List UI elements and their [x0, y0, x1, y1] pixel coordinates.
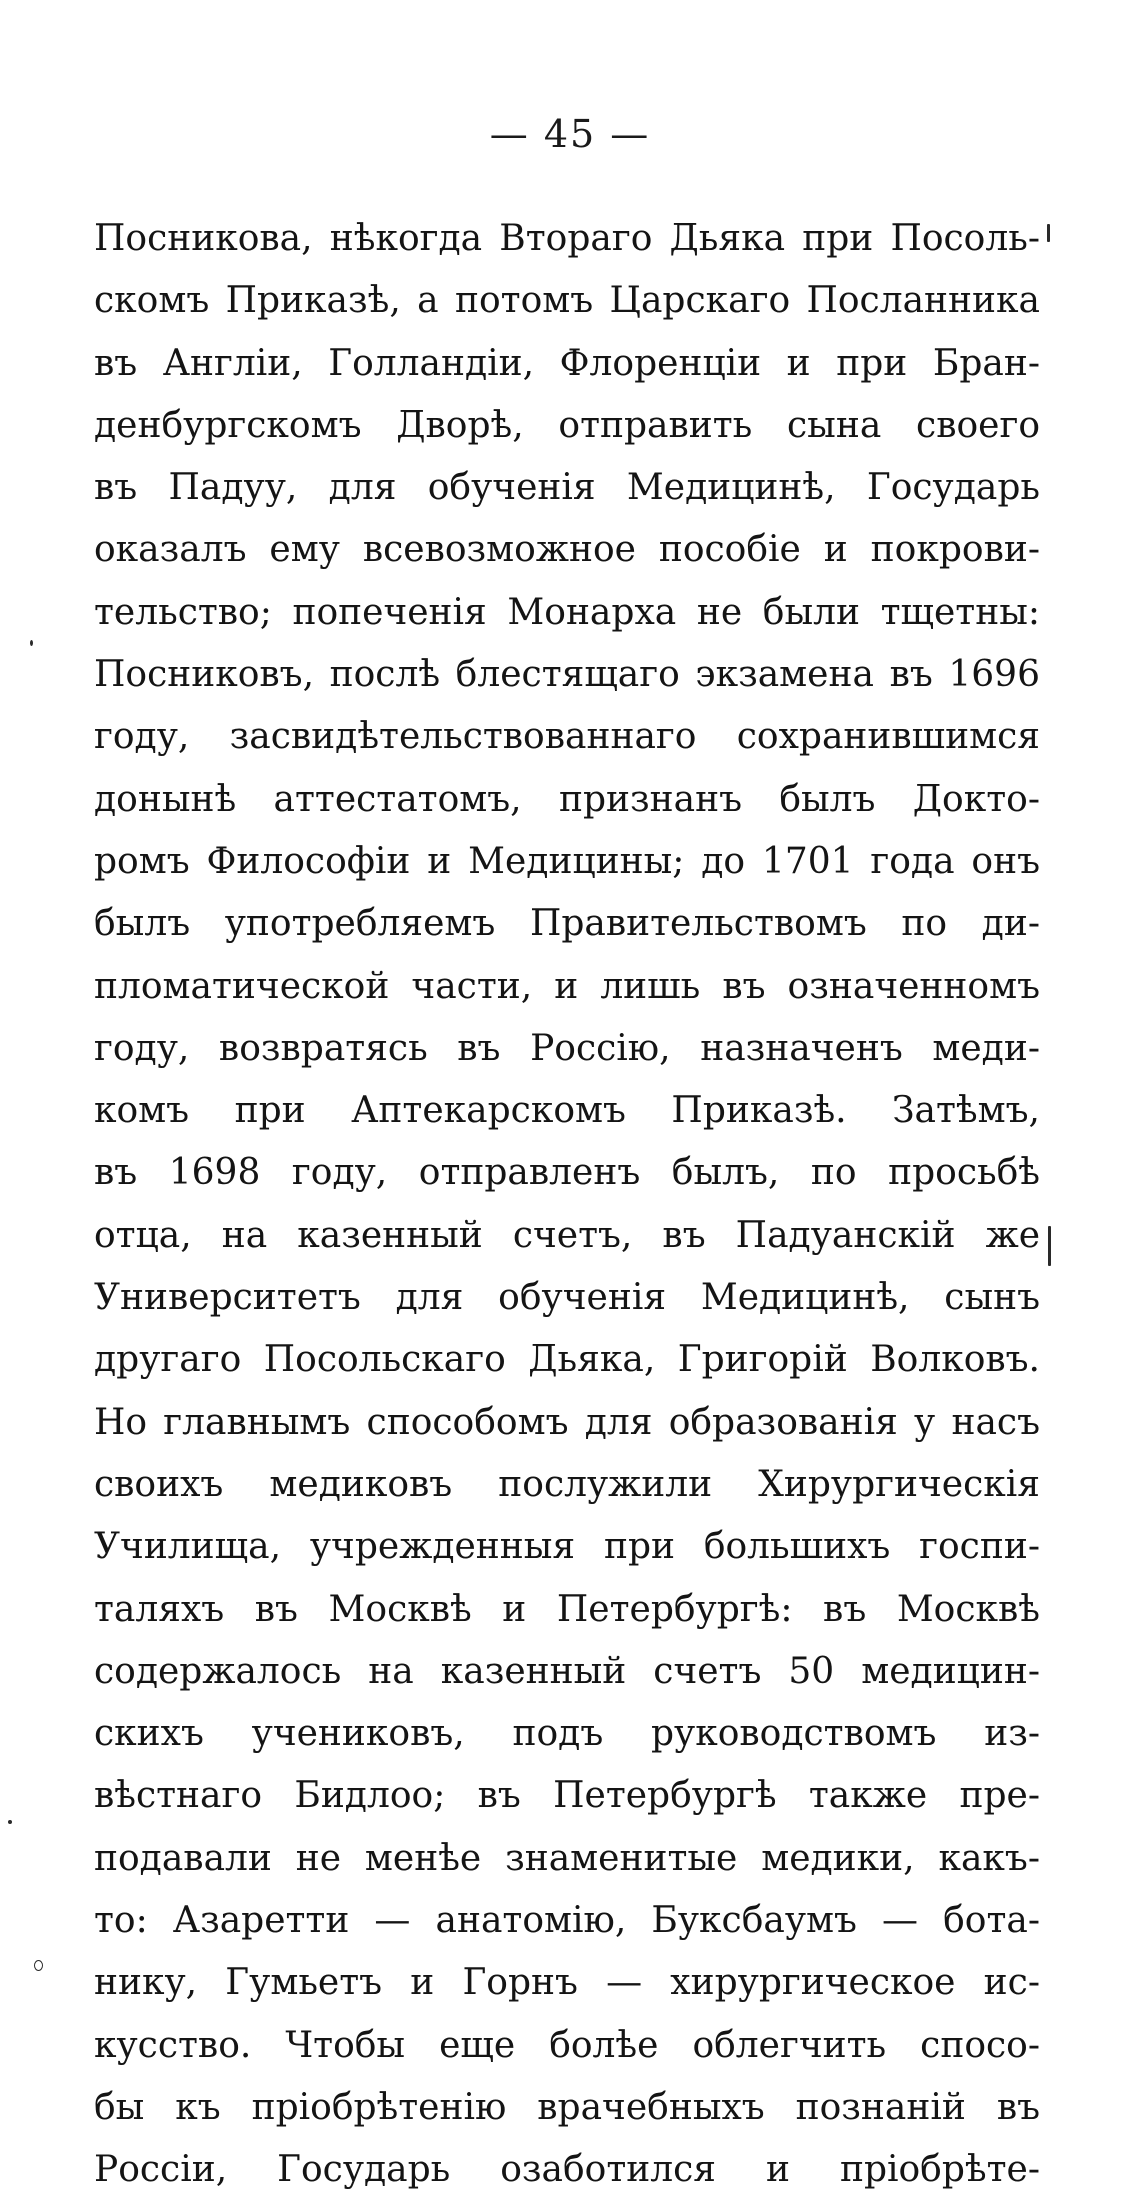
text-line: оказалъ ему всевозможное пособіе и покрови-: [94, 529, 1040, 571]
text-line: пломатической части, и лишь въ означенномъ: [94, 965, 1040, 1007]
text-line: таляхъ въ Москвѣ и Петербургѣ: въ Москвѣ: [94, 1588, 1040, 1630]
page-number: — 45 —: [489, 112, 651, 156]
text-line: ромъ Философіи и Медицины; до 1701 года онъ: [94, 840, 1040, 882]
text-line: другаго Посольскаго Дьяка, Григорій Волковъ.: [94, 1339, 1040, 1381]
text-line: былъ употребляемъ Правительствомъ по ди-: [94, 903, 1040, 945]
text-line: вѣстнаго Бидлоо; въ Петербургѣ также пре-: [94, 1775, 1040, 1817]
scan-speck: [1047, 224, 1050, 242]
text-line: нику, Гумьетъ и Горнъ — хирургическое ис-: [94, 1962, 1040, 2004]
text-line: подавали не менѣе знаменитые медики, какъ-: [94, 1837, 1040, 1879]
text-line: въ Падуу, для обученія Медицинѣ, Государь: [94, 467, 1040, 509]
scan-speck: [8, 1820, 12, 1824]
text-line: Училища, учрежденныя при большихъ госпи-: [94, 1526, 1040, 1568]
text-line: году, засвидѣтельствованнаго сохранившимся: [94, 716, 1040, 758]
scan-speck: [30, 640, 33, 646]
text-line: своихъ медиковъ послужили Хирургическія: [94, 1463, 1040, 1505]
text-line: скихъ учениковъ, подъ руководствомъ из-: [94, 1713, 1040, 1755]
text-line: въ Англіи, Голландіи, Флоренціи и при Бран-: [94, 342, 1040, 384]
text-line: тельство; попеченія Монарха не были тщетны:: [94, 591, 1040, 633]
scan-speck: [1048, 1226, 1051, 1266]
text-line: содержалось на казенный счетъ 50 медицин-: [94, 1650, 1040, 1692]
text-line: въ 1698 году, отправленъ былъ, по просьбѣ: [94, 1152, 1040, 1194]
text-line: Университетъ для обученія Медицинѣ, сынъ: [94, 1277, 1040, 1319]
text-line: то: Азаретти — анатомію, Буксбаумъ — бота-: [94, 1900, 1040, 1942]
text-line: денбургскомъ Дворѣ, отправить сына своего: [94, 404, 1040, 446]
text-line: отца, на казенный счетъ, въ Падуанскій же: [94, 1214, 1040, 1256]
text-line: бы къ пріобрѣтенію врачебныхъ познаній въ: [94, 2086, 1040, 2128]
text-line: Посникова, нѣкогда Втораго Дьяка при Посоль-: [94, 218, 1040, 259]
body-text: [94, 208, 1040, 2202]
text-line: Россіи, Государь озаботился и пріобрѣте-: [94, 2149, 1040, 2191]
text-line: Но главнымъ способомъ для образованія у насъ: [94, 1401, 1040, 1443]
text-line: скомъ Приказѣ, а потомъ Царскаго Посланника: [94, 280, 1040, 322]
text-line: Посниковъ, послѣ блестящаго экзамена въ 1696: [94, 654, 1040, 696]
text-line: году, возвратясь въ Россію, назначенъ меди-: [94, 1027, 1040, 1069]
text-line: комъ при Аптекарскомъ Приказѣ. Затѣмъ,: [94, 1090, 1040, 1132]
text-line: донынѣ аттестатомъ, признанъ былъ Докто-: [94, 778, 1040, 820]
text-line: кусство. Чтобы еще болѣе облегчить спосо-: [94, 2024, 1040, 2066]
scan-speck: [34, 1960, 43, 1971]
